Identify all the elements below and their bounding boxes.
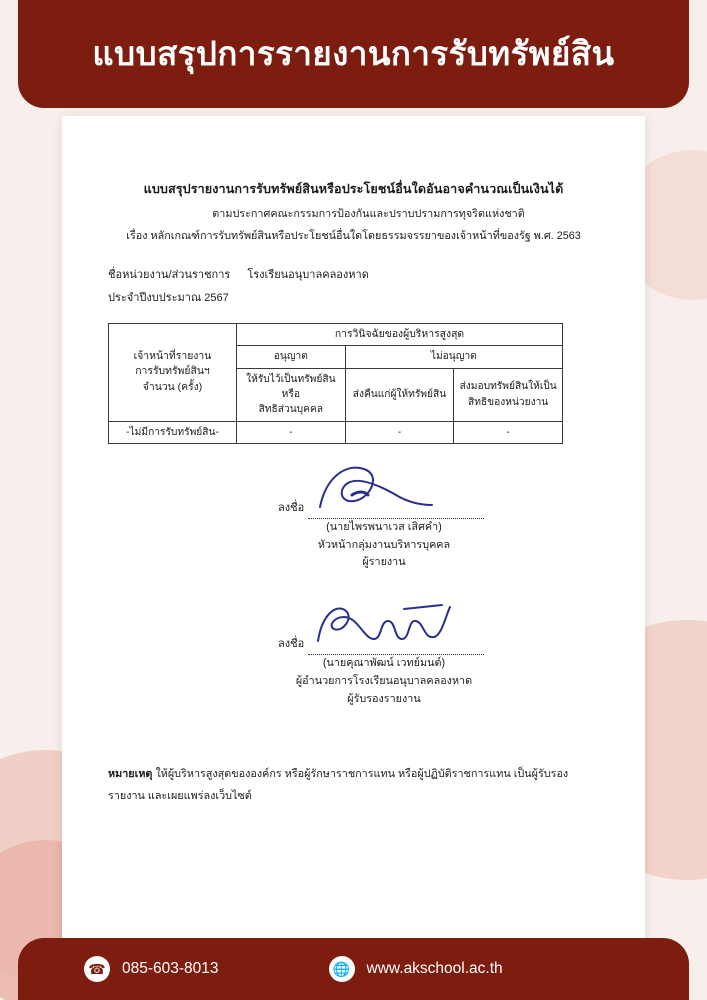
table-cell-returned: - xyxy=(345,421,454,443)
document-sheet xyxy=(62,116,645,944)
note-line-1 xyxy=(108,764,599,785)
org-label: ชื่อหน่วยงาน/ส่วนราชการ xyxy=(108,268,231,281)
signature-position-1: หัวหน้ากลุ่มงานบริหารบุคคล xyxy=(317,538,451,551)
signature-dotted-line-1 xyxy=(308,507,484,519)
document-title: แบบสรุปรายงานการรับทรัพย์สินหรือประโยชน์อื่นใดอันอาจคำนวณเป็นเงินได้ xyxy=(143,182,564,196)
org-value: โรงเรียนอนุบาลคลองหาด xyxy=(247,268,369,281)
table-cell-handover: - xyxy=(454,421,563,443)
col-a-line-1: ให้รับไว้เป็นทรัพย์สินหรือ xyxy=(246,373,336,400)
note-prefix: หมายเหตุ xyxy=(108,768,153,781)
signature-name-1: (นายไพรพนาเวส เสิศคำ) xyxy=(326,520,442,533)
org-row xyxy=(108,265,599,286)
col-c-line-2: สิทธิของหน่วยงาน xyxy=(468,396,549,408)
signature-line-row-1 xyxy=(278,498,599,519)
signature-name-2: (นายคุณาพัฒน์ เวทย์มนต์) xyxy=(322,657,446,670)
signature-role-1: ผู้รายงาน xyxy=(362,556,406,569)
officer-line-2: การรับทรัพย์สินฯ xyxy=(135,366,210,378)
signature-dotted-line-2 xyxy=(308,643,484,655)
table-header-col-b xyxy=(345,368,454,421)
note-line-2: รายงาน และเผยแพร่ลงเว็บไซต์ xyxy=(108,789,252,802)
document-subtitle-2: เรื่อง หลักเกณฑ์การรับทรัพย์สินหรือประโยชน์อื่นใดโดยธรรมจรรยาของเจ้าหน้าที่ของรัฐ พ.ศ. 2563 xyxy=(126,230,581,243)
table-header-decision: การวินิจฉัยของผู้บริหารสูงสุด xyxy=(237,323,563,346)
col-a-line-2: สิทธิส่วนบุคคล xyxy=(258,404,324,416)
footer-website[interactable] xyxy=(329,956,503,982)
document-subtitle-1: ตามประกาศคณะกรรมการป้องกันและปราบปรามการทุจริตแห่งชาติ xyxy=(212,207,525,220)
signature-role-2: ผู้รับรองรายงาน xyxy=(347,692,421,705)
table-cell-approved: - xyxy=(237,421,346,443)
fiscal-year-row xyxy=(108,288,599,309)
table-header-col-c xyxy=(454,368,563,421)
footer-website-text: www.akschool.ac.th xyxy=(366,960,503,977)
col-b-line-1: ส่งคืนแก่ผู้ให้ทรัพย์สิน xyxy=(352,388,447,400)
header-banner xyxy=(18,0,689,108)
col-c-line-1: ส่งมอบทรัพย์สินให้เป็น xyxy=(459,381,557,393)
footer-phone[interactable] xyxy=(84,956,219,982)
document-note xyxy=(108,764,599,806)
signature-label-2: ลงชื่อ xyxy=(278,638,305,651)
table-row xyxy=(109,421,563,443)
document-meta xyxy=(108,265,599,309)
globe-icon: 🌐 xyxy=(329,956,355,982)
officer-line-3: จำนวน (ครั้ง) xyxy=(142,381,203,393)
fiscal-year-value: ประจำปีงบประมาณ 2567 xyxy=(108,291,229,304)
footer-bar xyxy=(18,938,689,1000)
table-header-officer xyxy=(109,323,237,421)
table-header-not-approved: ไม่อนุญาต xyxy=(345,346,562,368)
table-cell-row-label: -ไม่มีการรับทรัพย์สิน- xyxy=(109,421,237,443)
table-header-row-1 xyxy=(109,323,563,346)
note-text-1: ให้ผู้บริหารสูงสุดขององค์กร หรือผู้รักษาราชการแทน หรือผู้ปฏิบัติราชการแทน เป็นผู้รับรอง xyxy=(152,768,569,781)
signature-line-row-2 xyxy=(278,634,599,655)
signature-block-reporter xyxy=(108,498,599,572)
page-title: แบบสรุปการรายงานการรับทรัพย์สิน xyxy=(92,35,615,73)
officer-line-1: เจ้าหน้าที่รายงาน xyxy=(133,350,212,362)
phone-icon: ☎ xyxy=(84,956,110,982)
table-header-approved: อนุญาต xyxy=(237,346,346,368)
signature-position-2: ผู้อำนวยการโรงเรียนอนุบาลคลองหาด xyxy=(295,674,473,687)
report-table xyxy=(108,323,563,444)
signature-block-certifier xyxy=(108,634,599,708)
footer-phone-text: 085-603-8013 xyxy=(122,960,219,977)
table-header-col-a xyxy=(237,368,346,421)
signature-label-1: ลงชื่อ xyxy=(278,501,305,514)
